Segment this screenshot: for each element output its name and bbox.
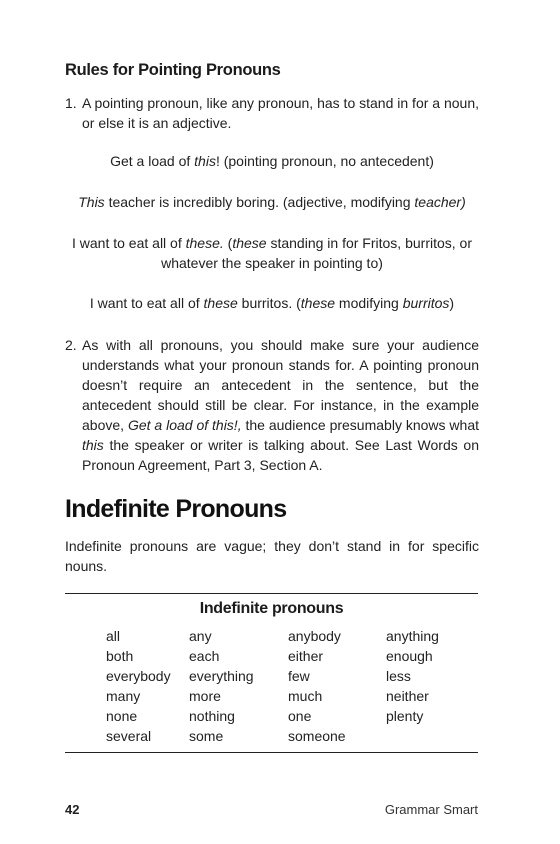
text-run: (: [223, 235, 233, 251]
example-2: [65, 192, 479, 212]
text-run: I want to eat all of: [89, 295, 204, 311]
italic-text: these: [232, 235, 267, 251]
table-cell: everything: [189, 668, 254, 684]
running-footer-title: Grammar Smart: [384, 802, 478, 817]
table-cell: either: [288, 648, 324, 664]
italic-text: teacher): [414, 194, 466, 210]
table-cell: neither: [386, 688, 429, 704]
italic-text: This: [78, 194, 105, 210]
text-run: ): [449, 295, 455, 311]
text-run: teacher is incredibly boring. (adjective, modifying: [104, 194, 415, 210]
table-cell: less: [386, 668, 411, 684]
table-cell: many: [106, 688, 141, 704]
italic-text: this: [82, 437, 104, 453]
italic-text: this: [194, 153, 216, 169]
indefinite-intro: Indefinite pronouns are vague; they don’t stand in for specific nouns.: [65, 538, 479, 574]
rule-item-1-number: 1.: [65, 95, 77, 111]
table-cell: any: [189, 628, 212, 644]
table-cell: plenty: [386, 708, 424, 724]
text-run: modifying: [335, 295, 403, 311]
table-cell: more: [189, 688, 221, 704]
table-cell: few: [288, 668, 310, 684]
example-4: [65, 293, 479, 313]
table-cell: some: [189, 728, 224, 744]
table-cell: anybody: [288, 628, 341, 644]
rule-item-2-number: 2.: [65, 337, 77, 353]
text-run: Get a load of: [110, 153, 195, 169]
page-number: 42: [65, 802, 80, 817]
italic-text: these.: [185, 235, 224, 251]
italic-text: these: [203, 295, 238, 311]
indefinite-pronouns-heading: Indefinite Pronouns: [65, 495, 287, 523]
table-top-rule: [65, 593, 478, 594]
text-run: ! (pointing pronoun, no antecedent): [215, 153, 434, 169]
table-bottom-rule: [65, 752, 478, 753]
rules-heading: Rules for Pointing Pronouns: [65, 61, 281, 79]
table-cell: none: [106, 708, 138, 724]
table-cell: one: [288, 708, 312, 724]
text-run: the speaker or writer is talking about. See Last Words on Pronoun Agreement, Part 3, Section A.: [82, 437, 479, 473]
table-cell: each: [189, 648, 220, 664]
rule-item-2-text: [82, 335, 479, 475]
table-cell: all: [106, 628, 121, 644]
italic-text: burritos: [402, 295, 450, 311]
table-cell: both: [106, 648, 134, 664]
table-cell: several: [106, 728, 152, 744]
table-cell: everybody: [106, 668, 171, 684]
text-run: As with all pronouns, you should make sure your audience understands what your pronoun stands for. A pointing pronoun doesn’t require an antecedent in the sentence, but the antecedent should still be clear. For instance, in the example above,: [82, 337, 479, 433]
example-1: [65, 151, 479, 171]
table-cell: nothing: [189, 708, 235, 724]
example-3: [65, 233, 479, 273]
table-cell: much: [288, 688, 323, 704]
table-cell: someone: [288, 728, 346, 744]
rule-item-1: [65, 93, 479, 133]
rule-item-1-text: A pointing pronoun, like any pronoun, has to stand in for a noun, or else it is an adjective.: [82, 95, 479, 131]
rule-item-2: [65, 335, 479, 475]
text-run: standing in for Fritos, burritos, or whatever the speaker in pointing to): [161, 235, 472, 271]
table-title: Indefinite pronouns: [199, 600, 344, 617]
table-cell: enough: [386, 648, 433, 664]
text-run: burritos. (: [237, 295, 301, 311]
italic-text: Get a load of this!,: [127, 417, 242, 433]
table-cell: anything: [386, 628, 439, 644]
text-run: I want to eat all of: [72, 235, 186, 251]
italic-text: these: [300, 295, 336, 311]
text-run: the audience presumably knows what: [241, 417, 479, 433]
